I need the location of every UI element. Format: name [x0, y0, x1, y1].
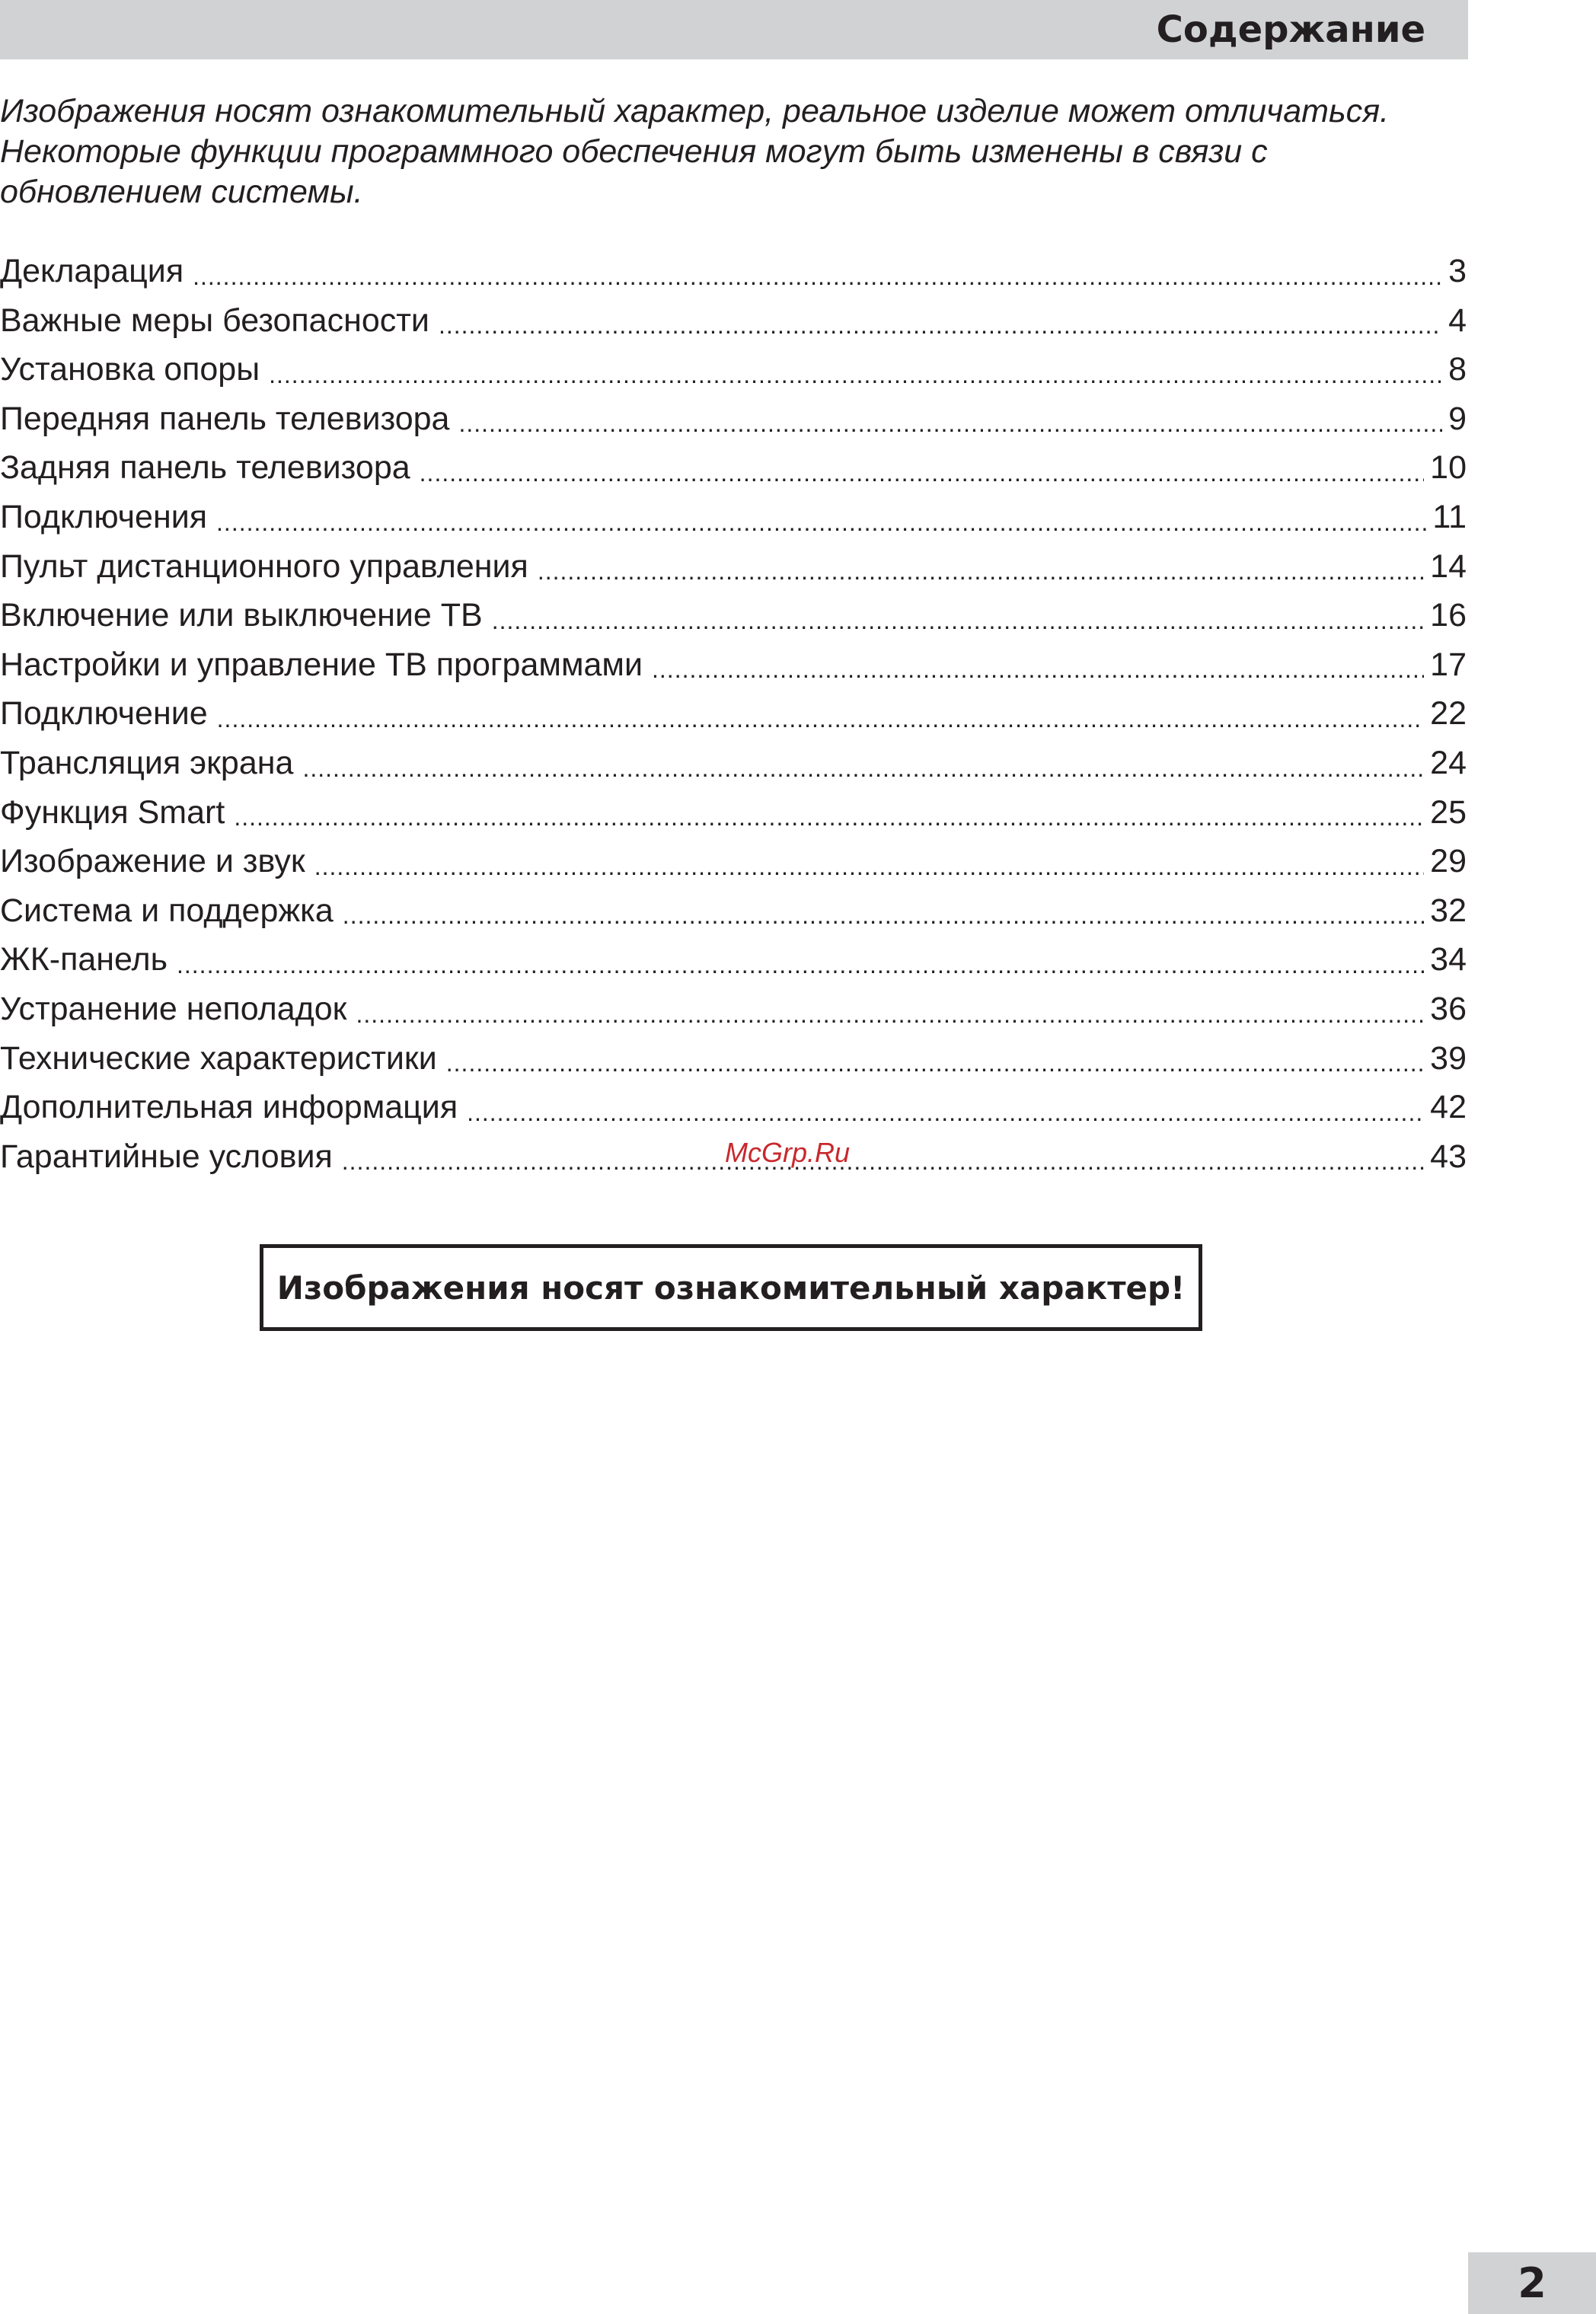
- toc-entry: [0, 394, 1467, 444]
- toc-entry-page: 43: [1430, 1138, 1467, 1175]
- toc-entry: [0, 296, 1467, 346]
- toc-entry-page: 14: [1430, 547, 1467, 585]
- toc-entry-title: Дополнительная информация: [0, 1089, 458, 1126]
- toc-entry: [0, 493, 1467, 542]
- toc-entry-title: Настройки и управление ТВ программами: [0, 646, 643, 683]
- toc-entry: [0, 886, 1467, 936]
- toc-entry-title: Установка опоры: [0, 351, 260, 388]
- intro-disclaimer: [0, 91, 1447, 212]
- page-number: 2: [1518, 2259, 1547, 2307]
- toc-entry-page: 36: [1430, 990, 1467, 1027]
- toc-dot-leader: [217, 699, 1425, 739]
- toc-entry: [0, 542, 1467, 592]
- toc-dot-leader: [343, 895, 1424, 935]
- intro-line: Некоторые функции программного обеспечения могут быть изменены в связи с: [0, 133, 1268, 170]
- toc-entry: [0, 1083, 1467, 1132]
- toc-entry-page: 10: [1430, 449, 1467, 487]
- toc-dot-leader: [269, 355, 1442, 394]
- toc-entry-page: 11: [1432, 498, 1467, 535]
- intro-line: обновлением системы.: [0, 174, 363, 210]
- toc-entry-page: 17: [1430, 646, 1467, 683]
- toc-dot-leader: [216, 503, 1426, 542]
- toc-dot-leader: [234, 797, 1424, 837]
- toc-entry-page: 25: [1430, 793, 1467, 831]
- intro-line: Изображения носят ознакомительный характер, реальное изделие может отличаться.: [0, 93, 1390, 129]
- toc-entry-title: Гарантийные условия: [0, 1138, 333, 1175]
- toc-entry-page: 4: [1448, 302, 1467, 339]
- toc-entry-title: Пульт дистанционного управления: [0, 547, 528, 585]
- header-bar: [0, 0, 1468, 59]
- page-number-box: [1468, 2252, 1596, 2314]
- toc-dot-leader: [538, 551, 1424, 591]
- toc-entry-title: Декларация: [0, 253, 184, 289]
- toc-entry: [0, 837, 1467, 886]
- toc-entry: [0, 247, 1467, 296]
- table-of-contents: [0, 247, 1467, 1181]
- toc-entry-page: 9: [1448, 400, 1467, 437]
- page-title: Содержание: [1156, 8, 1425, 51]
- toc-entry-page: 34: [1430, 941, 1467, 978]
- toc-dot-leader: [420, 453, 1425, 493]
- toc-dot-leader: [314, 847, 1424, 886]
- toc-entry-title: Подключение: [0, 695, 208, 733]
- toc-dot-leader: [458, 404, 1442, 443]
- toc-entry-title: Передняя панель телевизора: [0, 400, 450, 437]
- toc-entry: [0, 985, 1467, 1034]
- toc-dot-leader: [439, 305, 1442, 345]
- toc-entry-title: Изображение и звук: [0, 843, 305, 880]
- toc-dot-leader: [177, 945, 1424, 985]
- toc-entry: [0, 689, 1467, 739]
- toc-dot-leader: [193, 257, 1442, 296]
- toc-entry-page: 3: [1448, 253, 1467, 289]
- toc-dot-leader: [302, 748, 1424, 788]
- notice-box: [260, 1244, 1202, 1331]
- toc-dot-leader: [356, 994, 1425, 1034]
- toc-entry-page: 22: [1430, 695, 1467, 733]
- watermark: McGrp.Ru: [725, 1137, 851, 1168]
- toc-dot-leader: [652, 650, 1424, 689]
- toc-entry: [0, 443, 1467, 493]
- toc-entry-page: 24: [1430, 744, 1467, 781]
- toc-dot-leader: [342, 1141, 1424, 1181]
- toc-entry-title: Трансляция экрана: [0, 744, 294, 781]
- toc-entry-page: 32: [1430, 892, 1467, 929]
- toc-entry-title: Важные меры безопасности: [0, 302, 429, 339]
- toc-entry: [0, 935, 1467, 985]
- toc-entry-title: Система и поддержка: [0, 892, 334, 929]
- toc-entry-page: 16: [1430, 597, 1467, 634]
- toc-entry: [0, 739, 1467, 788]
- toc-dot-leader: [467, 1093, 1424, 1132]
- toc-entry-title: Включение или выключение ТВ: [0, 597, 483, 634]
- toc-entry: [0, 640, 1467, 690]
- toc-entry: [0, 591, 1467, 640]
- toc-entry-page: 8: [1448, 351, 1467, 388]
- toc-entry: [0, 345, 1467, 394]
- notice-text: Изображения носят ознакомительный характер!: [276, 1269, 1186, 1307]
- toc-entry: [0, 1034, 1467, 1084]
- toc-entry-title: Функция Smart: [0, 793, 225, 831]
- toc-entry-title: Подключения: [0, 498, 208, 535]
- toc-entry: [0, 788, 1467, 838]
- toc-entry-title: Устранение неполадок: [0, 990, 347, 1027]
- toc-dot-leader: [492, 601, 1424, 640]
- toc-dot-leader: [446, 1043, 1424, 1083]
- toc-entry-page: 42: [1430, 1089, 1467, 1126]
- toc-entry-title: Задняя панель телевизора: [0, 449, 410, 487]
- toc-entry-page: 39: [1430, 1039, 1467, 1077]
- toc-entry-title: ЖК-панель: [0, 941, 168, 978]
- toc-entry-title: Технические характеристики: [0, 1039, 437, 1077]
- toc-entry-page: 29: [1430, 843, 1467, 880]
